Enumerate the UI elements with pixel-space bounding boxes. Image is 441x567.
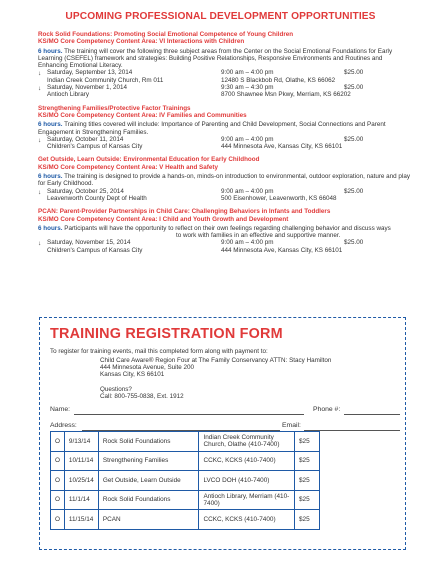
table-row: O 11/15/14 PCAN CCKC, KCKS (410-7400) $25 bbox=[51, 510, 320, 530]
event-pcan: PCAN: Parent-Provider Partnerships in Child Care: Challenging Behaviors in Infants and Toddlers KS/MO Core Competency Content Area: I Child and Youth Growth and Development 6 hours. Participants will have the opportunity to reflect on their own feelings regarding challenging behavior and discuss ways to work with families in an effective and supportive manner. ↓ Saturday, November 15, 2014 Children's Campus of Kansas City 9:00 am – 4:00 pm 444 Minnesota Ave, Kansas City, KS 66101 $25.00 bbox=[38, 208, 410, 254]
session-row: ↓ Saturday, October 11, 2014 Children's Campus of Kansas City 9:00 am – 4:00 pm 444 Minnesota Ave, Kansas City, KS 66101 $25.00 bbox=[38, 135, 364, 151]
name-label: Name: bbox=[50, 406, 71, 413]
registration-table bbox=[50, 431, 320, 530]
name-phone-row bbox=[50, 406, 400, 416]
table-row: O 11/1/14 Rock Solid Foundations Antioch Library, Merriam (410-7400) $25 bbox=[51, 490, 320, 510]
arrow-down-icon: ↓ bbox=[38, 136, 42, 144]
event-rock-solid bbox=[38, 31, 410, 99]
arrow-down-icon: ↓ bbox=[38, 188, 42, 196]
mailing-address: Child Care Aware® Region Four at The Family Conservancy ATTN: Stacy Hamilton 444 Minnesota Avenue, Suite 200 Kansas City, KS 66101 Questions? Call: 800-755-0838, Ext. 1912 bbox=[100, 357, 332, 400]
event-title: Strengthening Families/Protective Factor Trainings KS/MO Core Competency Content Area: IV Families and Communities bbox=[38, 104, 247, 119]
session-row: ↓ Saturday, November 15, 2014 Children's Campus of Kansas City 9:00 am – 4:00 pm 444 Minnesota Ave, Kansas City, KS 66101 $25.00 bbox=[38, 239, 364, 254]
arrow-down-icon: ↓ bbox=[38, 85, 42, 93]
select-option[interactable]: O bbox=[51, 432, 65, 452]
select-option[interactable]: O bbox=[51, 490, 65, 510]
event-get-outside bbox=[38, 156, 410, 202]
event-title: Rock Solid Foundations: Promoting Social Emotional Competence of Young Children KS/MO Core Competency Content Area: VI Interactions with Children bbox=[38, 31, 294, 46]
phone-label: Phone #: bbox=[313, 406, 341, 413]
page-title: UPCOMING PROFESSIONAL DEVELOPMENT OPPORTUNITIES bbox=[65, 11, 376, 22]
phone-field[interactable] bbox=[344, 414, 400, 415]
table-row: O 10/11/14 Strengthening Families CCKC, KCKS (410-7400) $25 bbox=[51, 451, 320, 471]
registration-form bbox=[39, 317, 406, 550]
arrow-down-icon: ↓ bbox=[38, 70, 42, 78]
event-title: Get Outside, Learn Outside: Environmental Education for Early Childhood KS/MO Core Competency Content Area: V Health and Safety bbox=[38, 156, 260, 171]
name-field[interactable] bbox=[74, 414, 304, 415]
event-title: PCAN: Parent-Provider Partnerships in Child Care: Challenging Behaviors in Infants and Toddlers KS/MO Core Competency Content Area: I Child and Youth Growth and Development bbox=[38, 208, 331, 223]
event-description: 6 hours. Participants will have the opportunity to reflect on their own feelings regarding challenging behavior and discuss ways bbox=[38, 224, 391, 232]
table-row: O 10/25/14 Get Outside, Learn Outside LVCO DOH (410-7400) $25 bbox=[51, 471, 320, 491]
form-intro: To register for training events, mail this completed form along with payment to: bbox=[50, 348, 268, 355]
select-option[interactable]: O bbox=[51, 471, 65, 491]
email-label: Email: bbox=[282, 422, 301, 429]
session-row: ↓ Saturday, September 13, 2014 Indian Creek Community Church, Rm 011 9:00 am – 4:00 pm 12480 S Blackbob Rd, Olathe, KS 66062 $25.00 bbox=[38, 69, 364, 84]
select-option[interactable]: O bbox=[51, 510, 65, 530]
event-description: 6 hours. The training is designed to provide a hands-on, minds-on introduction to environmental, outdoor exploration, nature and play for Early Childhood. bbox=[38, 173, 410, 188]
events-list bbox=[38, 31, 410, 260]
event-strengthening-families bbox=[38, 105, 410, 151]
event-description: 6 hours. Training titles covered will include: Importance of Parenting and Child Development, Social Connections and Parent Engagement in Strengthening Families. bbox=[38, 121, 386, 136]
session-row: ↓ Saturday, November 1, 2014 Antioch Library 9:30 am – 4:30 pm 8700 Shawnee Msn Pkwy, Merriam, KS 66202 $25.00 bbox=[38, 84, 364, 99]
address-label: Address: bbox=[50, 422, 77, 429]
session-row: ↓ Saturday, October 25, 2014 Leavenworth County Dept of Health 9:00 am – 4:00 pm 500 Eisenhower, Leavenworth, KS 66048 $25.00 bbox=[38, 187, 364, 202]
form-title: TRAINING REGISTRATION FORM bbox=[50, 326, 283, 342]
table-row: O 9/13/14 Rock Solid Foundations Indian Creek Community Church, Olathe (410-7400) $25 bbox=[51, 432, 320, 452]
select-option[interactable]: O bbox=[51, 451, 65, 471]
event-description: 6 hours. The training will cover the following three subject areas from the Center on the Social Emotional Foundations for Early Learning (CSEFEL) framework and strategies: Building Positive Relationships, Responsive Environments and Routines and Enhancing Emotional Literacy. bbox=[38, 47, 393, 70]
arrow-down-icon: ↓ bbox=[38, 240, 42, 248]
